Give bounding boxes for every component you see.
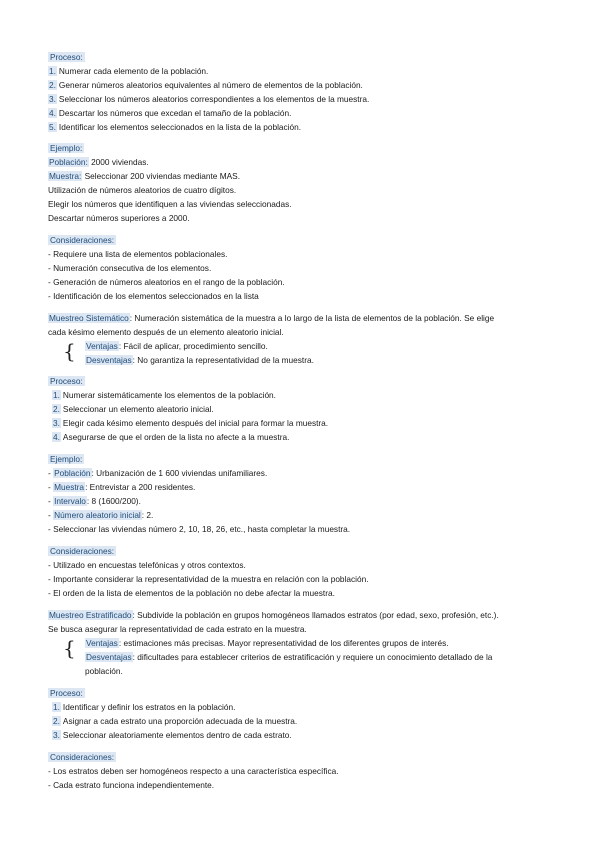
s1-ex-muestra: Muestra: Seleccionar 200 viviendas mediante MAS. [49,171,241,181]
s2-step-3: 3. Elegir cada késimo elemento después del inicial para formar la muestra. [53,418,329,428]
s1-step-1: 1. Numerar cada elemento de la población. [49,66,209,76]
s2-ventajas: Ventajas: Fácil de aplicar, procedimiento sencillo. [86,341,268,351]
s2-step-2: 2. Seleccionar un elemento aleatorio inicial. [53,404,214,414]
s1-ex-line-4: Elegir los números que identifiquen a las viviendas seleccionadas. [48,199,292,209]
s1-cons-1: - Requiere una lista de elementos poblacionales. [48,249,228,259]
s3-intro-line-2: Se busca asegurar la representatividad de cada estrato en la muestra. [48,624,307,634]
s2-intro-line-1: Muestreo Sistemático: Numeración sistemática de la muestra a lo largo de la lista de elementos de la población. Se elige [49,313,495,323]
s2-cons-2: - Importante considerar la representatividad de la muestra en relación con la población. [48,574,369,584]
s2-proceso-heading: Proceso: [50,376,83,386]
s1-step-2: 2. Generar números aleatorios equivalentes al número de elementos de la población. [49,80,363,90]
s1-ex-line-5: Descartar números superiores a 2000. [48,213,190,223]
s2-ex-poblacion: - Población: Urbanización de 1 600 viviendas unifamiliares. [48,468,268,478]
s1-proceso-heading: Proceso: [50,52,83,62]
s2-desventajas: Desventajas: No garantiza la representatividad de la muestra. [86,355,314,365]
s1-step-5: 5. Identificar los elementos seleccionados en la lista de la población. [49,122,302,132]
s3-proceso-heading: Proceso: [50,688,83,698]
s2-cons-3: - El orden de la lista de elementos de la población no debe afectar la muestra. [48,588,335,598]
s1-ex-poblacion: Población: 2000 viviendas. [49,157,149,167]
s1-step-4: 4. Descartar los números que excedan el tamaño de la población. [49,108,292,118]
s1-cons-heading: Consideraciones: [50,235,115,245]
s2-step-1: 1. Numerar sistemáticamente los elementos de la población. [53,390,276,400]
s1-ex-line-3: Utilización de números aleatorios de cuatro dígitos. [48,185,237,195]
brace-icon: { [63,339,76,363]
s3-intro-line-1: Muestreo Estratificado: Subdivide la población en grupos homogéneos llamados estratos (por edad, sexo, profesión, etc.). [49,610,499,620]
s3-ventajas: Ventajas: estimaciones más precisas. Mayor representatividad de los diferentes grupos de interés. [86,638,449,648]
s1-cons-3: - Generación de números aleatorios en el rango de la población. [48,277,285,287]
s2-cons-heading: Consideraciones: [50,546,115,556]
s3-step-1: 1. Identificar y definir los estratos en la población. [53,702,236,712]
s2-ex-intervalo: - Intervalo: 8 (1600/200). [48,496,141,506]
s2-cons-1: - Utilizado en encuestas telefónicas y otros contextos. [48,560,246,570]
s3-step-3: 3. Seleccionar aleatoriamente elementos dentro de cada estrato. [53,730,292,740]
s3-desventajas: Desventajas: dificultades para establecer criterios de estratificación y requiere un conocimiento detallado de la [86,652,493,662]
s3-cons-1: - Los estratos deben ser homogéneos respecto a una característica específica. [48,766,339,776]
s1-step-3: 3. Seleccionar los números aleatorios correspondientes a los elementos de la muestra. [49,94,370,104]
s2-step-4: 4. Asegurarse de que el orden de la lista no afecte a la muestra. [53,432,290,442]
s1-cons-4: - Identificación de los elementos seleccionados en la lista [48,291,259,301]
s2-ex-aleatorio: - Número aleatorio inicial: 2. [48,510,154,520]
s1-ejemplo-heading: Ejemplo: [50,143,83,153]
s2-ejemplo-heading: Ejemplo: [50,454,83,464]
s2-ex-muestra: - Muestra: Entrevistar a 200 residentes. [48,482,196,492]
s1-cons-2: - Numeración consecutiva de los elementos. [48,263,212,273]
s3-step-2: 2. Asignar a cada estrato una proporción adecuada de la muestra. [53,716,298,726]
brace-icon: { [63,636,76,660]
s2-intro-line-2: cada késimo elemento después de un elemento aleatorio inicial. [48,327,284,337]
s3-desventajas-cont: población. [85,666,123,676]
s3-cons-heading: Consideraciones: [50,752,115,762]
s3-cons-2: - Cada estrato funciona independientemente. [48,780,215,790]
s2-ex-seleccion: - Seleccionar las viviendas número 2, 10, 18, 26, etc., hasta completar la muestra. [48,524,351,534]
